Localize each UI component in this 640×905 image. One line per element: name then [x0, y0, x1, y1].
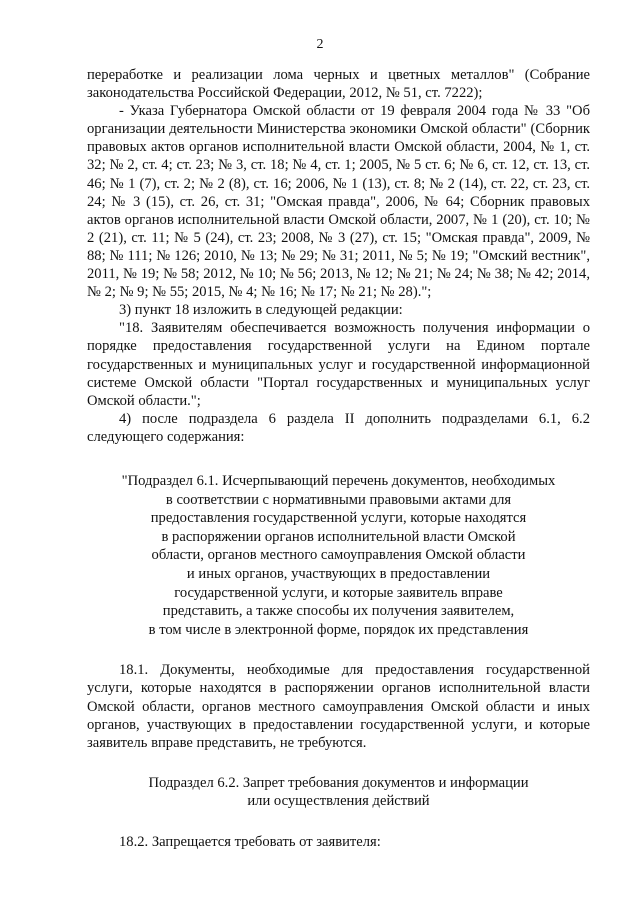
page-number: 2	[316, 37, 324, 52]
subsection-6-1-heading	[87, 472, 590, 639]
heading-line: представить, а также способы их получения заявителем,	[162, 603, 515, 620]
document-body	[87, 66, 590, 851]
heading-line: "Подраздел 6.1. Исчерпывающий перечень документов, необходимых	[121, 472, 556, 489]
paragraph-item-3: 3) пункт 18 изложить в следующей редакции:	[119, 302, 403, 319]
heading-line: области, органов местного самоуправления Омской области	[151, 547, 526, 564]
heading-line: или осуществления действий	[247, 793, 430, 810]
subsection-6-2-heading	[87, 774, 590, 811]
heading-line: в распоряжении органов исполнительной власти Омской	[161, 528, 516, 545]
paragraph-continuation: переработке и реализации лома черных и цветных металлов" (Собрание законодательства Российской Федерации, 2012, № 51, ст. 7222);	[87, 67, 590, 102]
heading-line: в соответствии с нормативными правовыми актами для	[165, 491, 512, 508]
paragraph-18: "18. Заявителям обеспечивается возможность получения информации о порядке предоставления государственной услуги на Едином портале государственных и муниципальных услуг и государственной информационной системе Омской области "Портал государственных и муниципальных услуг Омской области.";	[87, 320, 590, 409]
heading-line: предоставления государственной услуги, которые находятся	[150, 510, 527, 527]
heading-line: в том числе в электронной форме, порядок их представления	[148, 621, 529, 638]
paragraph-18-2: 18.2. Запрещается требовать от заявителя:	[119, 833, 381, 850]
heading-line: государственной услуги, и которые заявитель вправе	[174, 584, 503, 601]
paragraph-18-1: 18.1. Документы, необходимые для предоставления государственной услуги, которые находятся в распоряжении органов исполнительной власти Омской области, органов местного самоуправления Омской области и иных органов, участвующих в предоставлении государственной услуги, и которые заявитель вправе представить, не требуются.	[87, 662, 590, 751]
paragraph-decree-33: - Указа Губернатора Омской области от 19 февраля 2004 года № 33 "Об организации деятельности Министерства экономики Омской области" (Сборник правовых актов органов исполнительной власти Омской области, 2004, № 1, ст. 32; № 2, ст. 4; ст. 23; № 3, ст. 18; № 4, ст. 1; 2005, № 5 ст. 6; № 6, ст. 12, ст. 13, ст. 46; № 1 (7), ст. 2; № 2 (8), ст. 16; 2006, № 1 (13), ст. 8; № 2 (14), ст. 22, ст. 23, ст. 24; № 3 (15), ст. 26, ст. 31; "Омская правда", 2006, № 64; Сборник правовых актов органов исполнительной власти Омской области, 2007, № 1 (20), ст. 10; № 2 (21), ст. 11; № 5 (24), ст. 23; 2008, № 3 (27), ст. 15; "Омская правда", 2009, № 88; № 111; № 126; 2010, № 13; № 29; № 31; 2011, № 5; № 19; "Омский вестник", 2011, № 19; № 58; 2012, № 10; № 56; 2013, № 12; № 21; № 24; № 38; № 42; 2014, № 2; № 9; № 55; 2015, № 4; № 16; № 17; № 21; № 28).";	[87, 103, 590, 301]
paragraph-item-4: 4) после подраздела 6 раздела II дополнить подразделами 6.1, 6.2 следующего содержания:	[87, 410, 590, 445]
heading-line: и иных органов, участвующих в предоставлении	[186, 565, 491, 582]
heading-line: Подраздел 6.2. Запрет требования документов и информации	[148, 774, 529, 791]
